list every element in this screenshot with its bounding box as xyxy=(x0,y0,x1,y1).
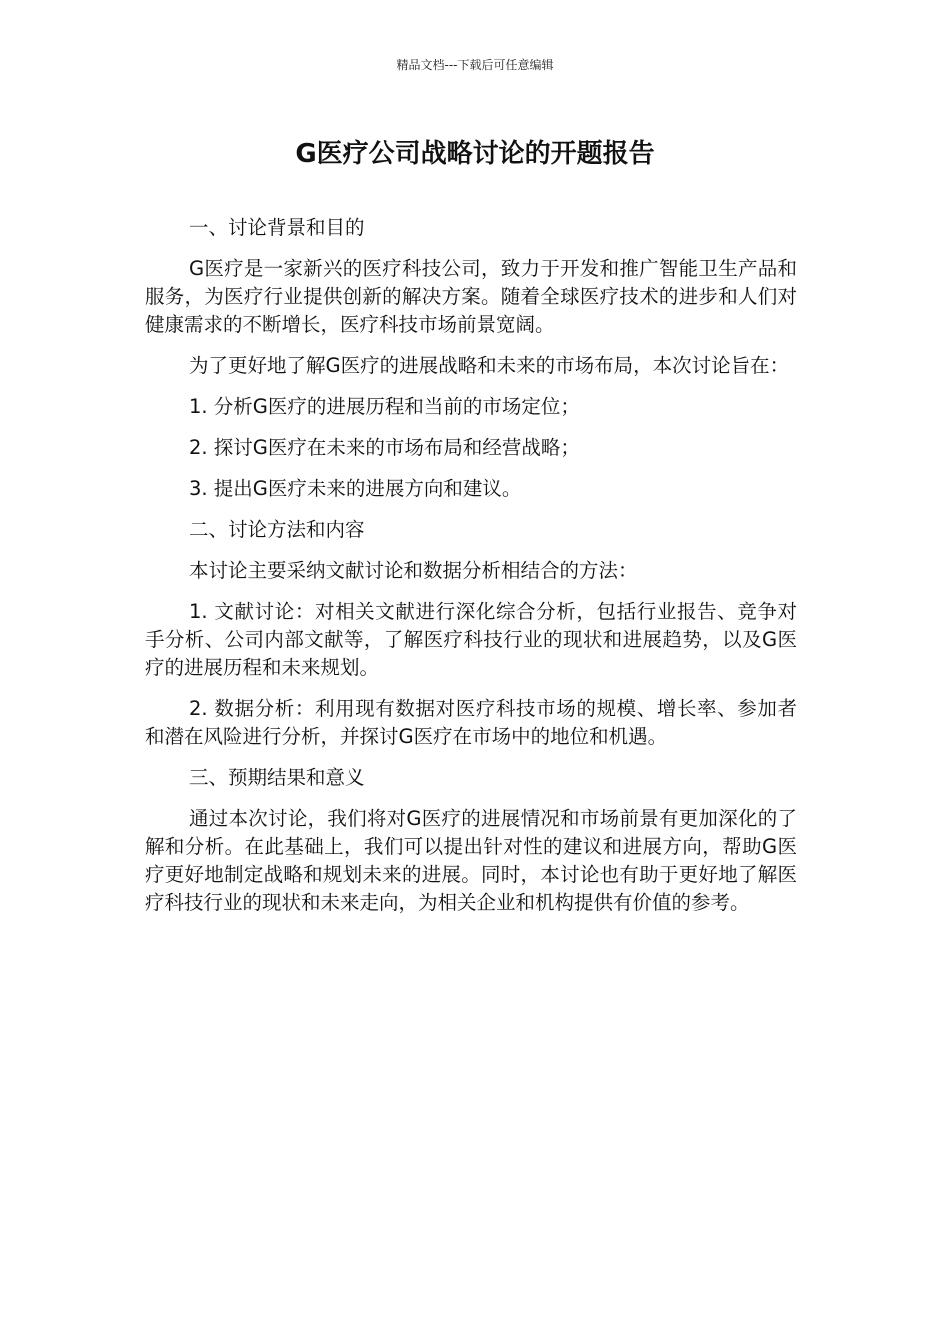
list-item-method-data: 2. 数据分析：利用现有数据对医疗科技市场的规模、增长率、参加者和潜在风险进行分析，并探讨G医疗在市场中的地位和机遇。 xyxy=(145,697,797,748)
list-item-purpose-2: 2. 探讨G医疗在未来的市场布局和经营战略； xyxy=(189,436,580,459)
section-heading-methods: 二、讨论方法和内容 xyxy=(189,518,365,541)
paragraph-purpose: 为了更好地了解G医疗的进展战略和未来的市场布局，本次讨论旨在： xyxy=(189,354,790,377)
header-note: 精品文档---下载后可任意编辑 xyxy=(396,58,554,72)
document-body xyxy=(145,214,797,930)
document-title: G医疗公司战略讨论的开题报告 xyxy=(295,139,655,169)
paragraph-methods-intro: 本讨论主要采纳文献讨论和数据分析相结合的方法： xyxy=(189,559,638,582)
paragraph-results: 通过本次讨论，我们将对G医疗的进展情况和市场前景有更加深化的了解和分析。在此基础上，我们可以提出针对性的建议和进展方向，帮助G医疗更好地制定战略和规划未来的进展。同时，本讨论也有助于更好地了解医疗科技行业的现状和未来走向，为相关企业和机构提供有价值的参考。 xyxy=(145,807,797,914)
list-item-method-literature: 1. 文献讨论：对相关文献进行深化综合分析，包括行业报告、竞争对手分析、公司内部文献等，了解医疗科技行业的现状和进展趋势，以及G医疗的进展历程和未来规划。 xyxy=(145,600,797,679)
list-item-purpose-1: 1. 分析G医疗的进展历程和当前的市场定位； xyxy=(189,395,580,418)
list-item-purpose-3: 3. 提出G医疗未来的进展方向和建议。 xyxy=(189,477,522,500)
section-heading-background: 一、讨论背景和目的 xyxy=(189,216,365,239)
paragraph-company-intro: G医疗是一家新兴的医疗科技公司，致力于开发和推广智能卫生产品和服务，为医疗行业提供创新的解决方案。随着全球医疗技术的进步和人们对健康需求的不断增长，医疗科技市场前景宽阔。 xyxy=(145,257,797,336)
section-heading-results: 三、预期结果和意义 xyxy=(189,766,365,789)
